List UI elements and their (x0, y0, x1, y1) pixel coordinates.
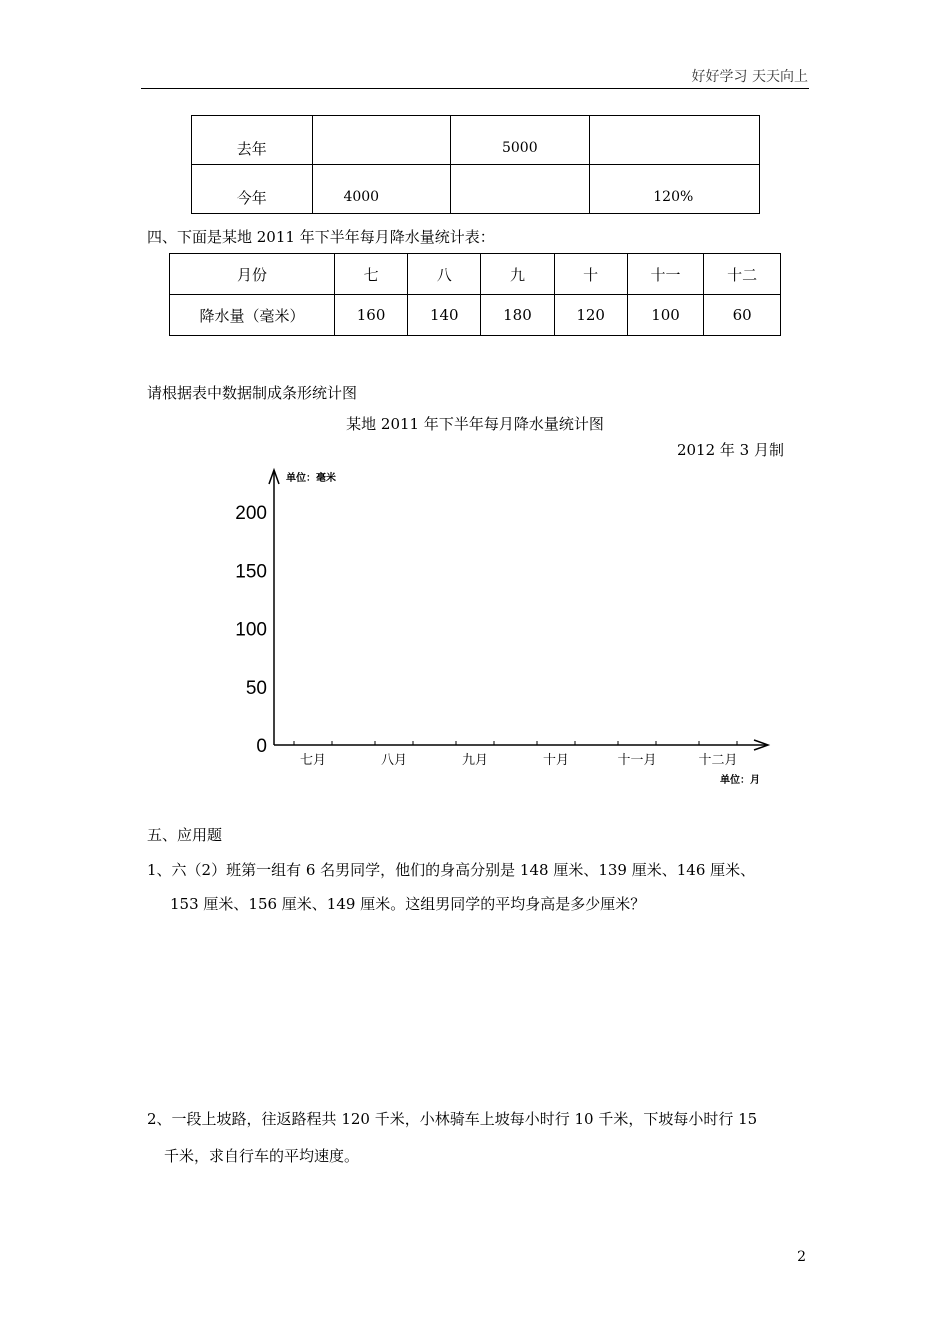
page-number: 2 (797, 1249, 806, 1265)
y-axis-ticks (235, 503, 267, 757)
chart-date: 2012 年 3 月制 (676, 441, 784, 459)
chart-title: 某地 2011 年下半年每月降水量统计图 (346, 415, 604, 433)
table-cell: 120 (554, 295, 627, 336)
comparison-table (191, 115, 760, 214)
table-cell: 120% (589, 165, 759, 214)
chart-instruction: 请根据表中数据制成条形统计图 (147, 384, 358, 402)
header-rule (141, 88, 809, 89)
y-tick-label: 200 (235, 503, 267, 524)
table-cell: 140 (408, 295, 481, 336)
table-cell (589, 116, 759, 165)
table-row (192, 116, 760, 165)
bar-chart (220, 460, 780, 800)
table-cell: 100 (627, 295, 704, 336)
y-axis-unit-label: 单位：毫米 (286, 473, 336, 484)
y-tick-label: 150 (235, 561, 267, 583)
question2-line2: 千米，求自行车的平均速度。 (164, 1147, 360, 1165)
table-header-cell: 七 (335, 254, 408, 295)
y-tick-label: 50 (245, 677, 267, 699)
y-tick-label: 100 (235, 619, 267, 641)
chart-axes (269, 470, 768, 750)
table-header-cell: 九 (481, 254, 554, 295)
question1-line1: 1、六（2）班第一组有 6 名男同学，他们的身高分别是 148 厘米、139 厘米、146 厘米、 (147, 861, 756, 879)
table-header-cell: 十一 (627, 254, 704, 295)
question2-line1: 2、一段上坡路，往返路程共 120 千米，小林骑车上坡每小时行 10 千米，下坡每小时行 15 (147, 1110, 758, 1128)
y-tick-label: 0 (256, 736, 267, 757)
table-row (170, 295, 781, 336)
table-row-label: 降水量（毫米） (170, 295, 335, 336)
section4-title: 四、下面是某地 2011 年下半年每月降水量统计表： (147, 228, 495, 246)
table-row (170, 254, 781, 295)
table-cell: 160 (335, 295, 408, 336)
table-cell (451, 165, 590, 214)
table-cell: 60 (704, 295, 781, 336)
table-header-cell: 十 (554, 254, 627, 295)
table-cell: 5000 (451, 116, 590, 165)
rainfall-table (169, 253, 781, 336)
question1-line2: 153 厘米、156 厘米、149 厘米。这组男同学的平均身高是多少厘米？ (170, 895, 646, 913)
section5-title: 五、应用题 (147, 826, 223, 844)
x-category-label: 九月 (461, 753, 489, 768)
page-header-text: 好好学习 天天向上 (691, 69, 808, 85)
table-row (192, 165, 760, 214)
x-category-label: 十二月 (698, 753, 738, 768)
table-cell: 今年 (192, 165, 313, 214)
x-category-label: 八月 (380, 753, 408, 768)
x-category-label: 十一月 (617, 753, 657, 768)
x-axis-unit-label: 单位：月 (720, 775, 760, 786)
x-category-label: 十月 (542, 753, 570, 768)
table-header-cell: 月份 (170, 254, 335, 295)
x-category-label: 七月 (299, 753, 327, 768)
table-cell: 去年 (192, 116, 313, 165)
table-cell: 180 (481, 295, 554, 336)
table-header-cell: 八 (408, 254, 481, 295)
table-cell: 4000 (312, 165, 451, 214)
table-cell (312, 116, 451, 165)
table-header-cell: 十二 (704, 254, 781, 295)
